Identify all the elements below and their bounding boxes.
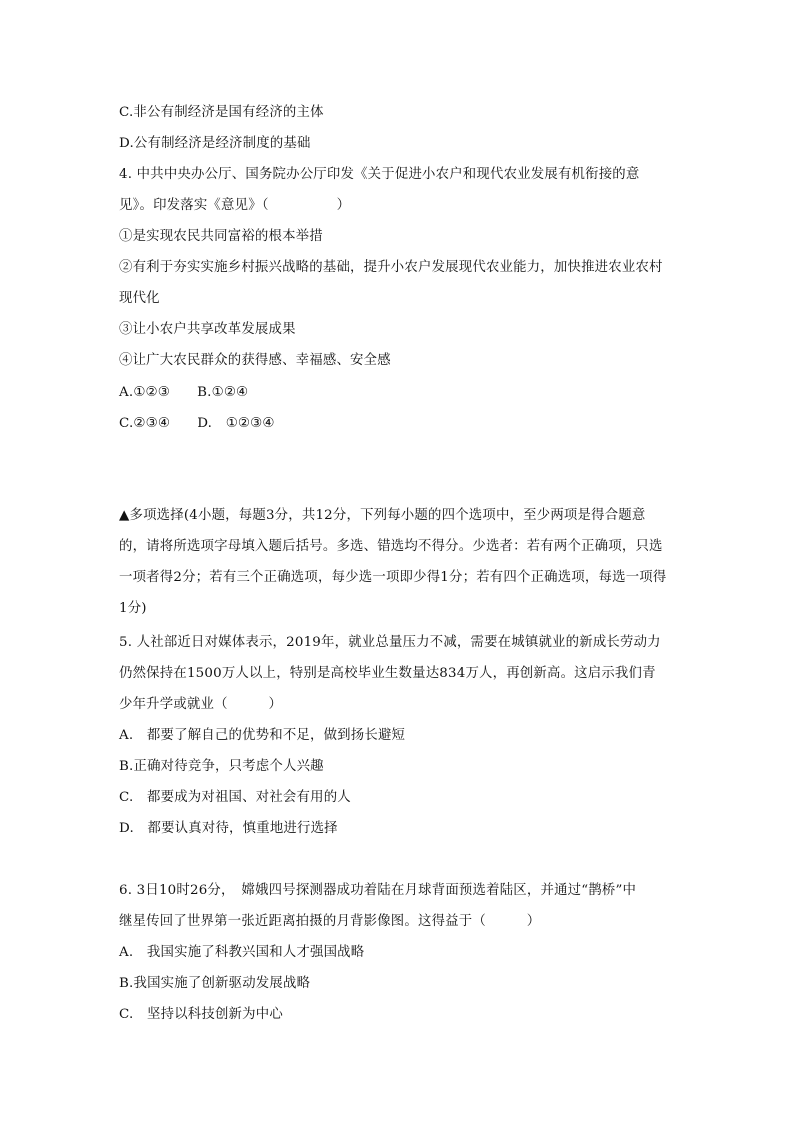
options-c-d-q4: C.②③④ D. ①②③④ <box>119 416 275 431</box>
statement-4: ④让广大农民群众的获得感、幸福感、安全感 <box>119 353 391 368</box>
statement-3: ③让小农户共享改革发展成果 <box>119 322 296 337</box>
section-header-line-3: 一项者得2分；若有三个正确选项，每少选一项即少得1分；若有四个正确选项，每选一项得 <box>119 570 667 585</box>
option-c-q6: C. 坚持以科技创新为中心 <box>119 1007 283 1022</box>
option-d-q5: D. 都要认真对待，慎重地进行选择 <box>119 821 338 836</box>
statement-2-line-1: ②有利于夯实实施乡村振兴战略的基础，提升小农户发展现代农业能力，加快推进农业农村 <box>119 260 663 275</box>
question-5-stem-line-2: 仍然保持在1500万人以上，特别是高校毕业生数量达834万人，再创新高。这启示我们青 <box>119 666 656 681</box>
statement-2-line-2: 现代化 <box>119 291 160 306</box>
question-6-stem-line-1: 6. 3日10时26分， 嫦娥四号探测器成功着陆在月球背面预选着陆区，并通过“鹊桥”中 <box>119 883 637 898</box>
question-5-stem-line-3: 少年升学或就业（ ） <box>119 697 283 712</box>
option-a-q6: A. 我国实施了科教兴国和人才强国战略 <box>119 945 365 960</box>
options-a-b-q4: A.①②③ B.①②④ <box>119 385 249 400</box>
section-header-line-2: 的，请将所选项字母填入题后括号。多选、错选均不得分。少选者：若有两个正确项，只选 <box>119 539 663 554</box>
option-b-q5: B.正确对待竞争，只考虑个人兴趣 <box>119 759 324 774</box>
option-c-q3: C.非公有制经济是国有经济的主体 <box>119 105 324 120</box>
question-4-stem-line-1: 4. 中共中央办公厅、国务院办公厅印发《关于促进小农户和现代农业发展有机衔接的意 <box>119 167 640 182</box>
option-a-q5: A. 都要了解自己的优势和不足，做到扬长避短 <box>119 728 406 743</box>
question-6-stem-line-2: 继星传回了世界第一张近距离拍摄的月背影像图。这得益于（ ） <box>119 914 541 929</box>
question-5-stem-line-1: 5. 人社部近日对媒体表示，2019年，就业总量压力不减，需要在城镇就业的新成长劳动力 <box>119 635 661 650</box>
option-c-q5: C. 都要成为对祖国、对社会有用的人 <box>119 790 351 805</box>
section-header-line-1: ▲多项选择(4小题，每题3分，共12分，下列每小题的四个选项中，至少两项是得合题意 <box>119 508 646 523</box>
question-4-stem-line-2: 见》。印发落实《意见》（ ） <box>119 198 351 213</box>
option-d-q3: D.公有制经济是经济制度的基础 <box>119 136 311 151</box>
option-b-q6: B.我国实施了创新驱动发展战略 <box>119 976 311 991</box>
statement-1: ①是实现农民共同富裕的根本举措 <box>119 229 323 244</box>
section-header-line-4: 1分) <box>119 601 147 616</box>
